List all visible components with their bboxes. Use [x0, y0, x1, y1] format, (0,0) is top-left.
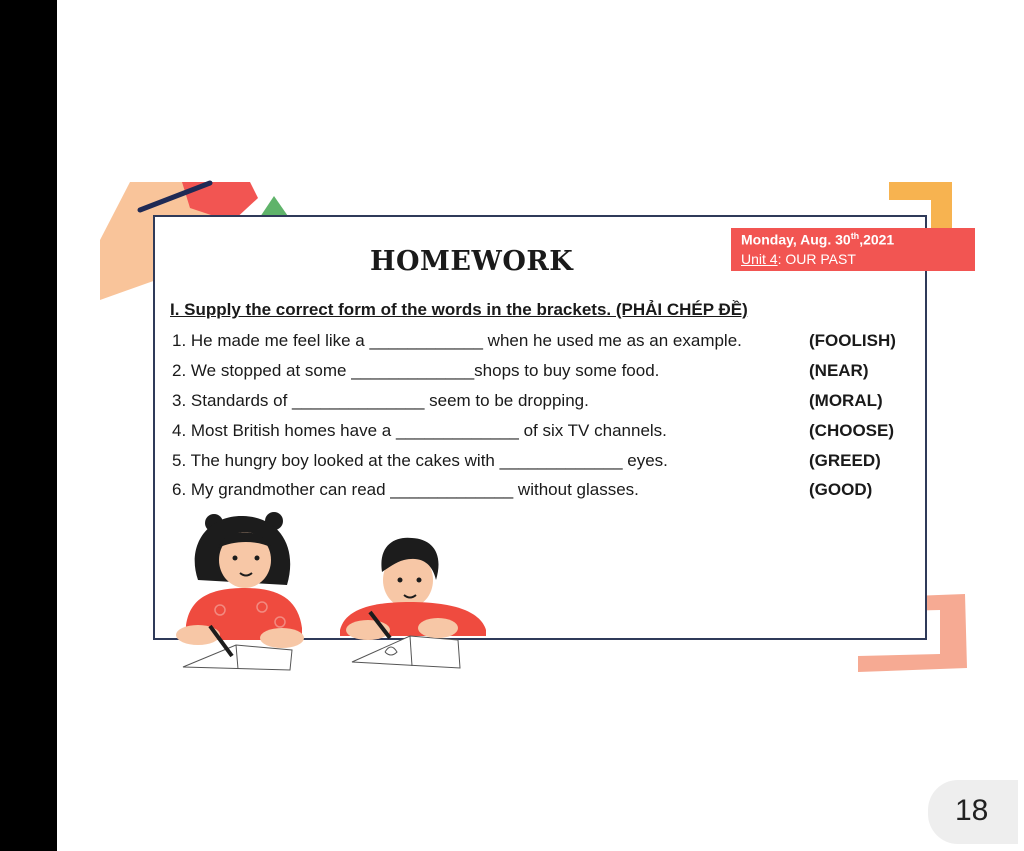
- answer-hint-3: (MORAL): [809, 391, 883, 410]
- date-text: Monday, Aug. 30th,2021: [741, 231, 895, 248]
- answer-hint-5: (GREED): [809, 451, 881, 470]
- boy-figure: [340, 538, 486, 668]
- question-3: 3. Standards of ______________ seem to be dropping.: [172, 391, 589, 410]
- question-4: 4. Most British homes have a _____________ of six TV channels.: [172, 421, 667, 440]
- homework-title: HOMEWORK: [370, 246, 574, 277]
- girl-figure: [176, 512, 304, 670]
- unit-text: Unit 4: OUR PAST: [741, 251, 856, 267]
- exercise-instruction: I. Supply the correct form of the words in the brackets. (PHẢI CHÉP ĐỀ): [170, 300, 748, 319]
- answer-hint-4: (CHOOSE): [809, 421, 894, 440]
- answer-hint-6: (GOOD): [809, 480, 873, 499]
- question-6: 6. My grandmother can read _____________ without glasses.: [172, 480, 639, 499]
- page-number: 18: [955, 794, 989, 827]
- answer-hint-2: (NEAR): [809, 361, 869, 380]
- question-5: 5. The hungry boy looked at the cakes with _____________ eyes.: [172, 451, 668, 470]
- question-2: 2. We stopped at some _____________shops to buy some food.: [172, 361, 660, 380]
- answer-hint-1: (FOOLISH): [809, 331, 896, 350]
- question-1: 1. He made me feel like a ____________ when he used me as an example.: [172, 331, 742, 350]
- page-number-badge: [928, 780, 1018, 844]
